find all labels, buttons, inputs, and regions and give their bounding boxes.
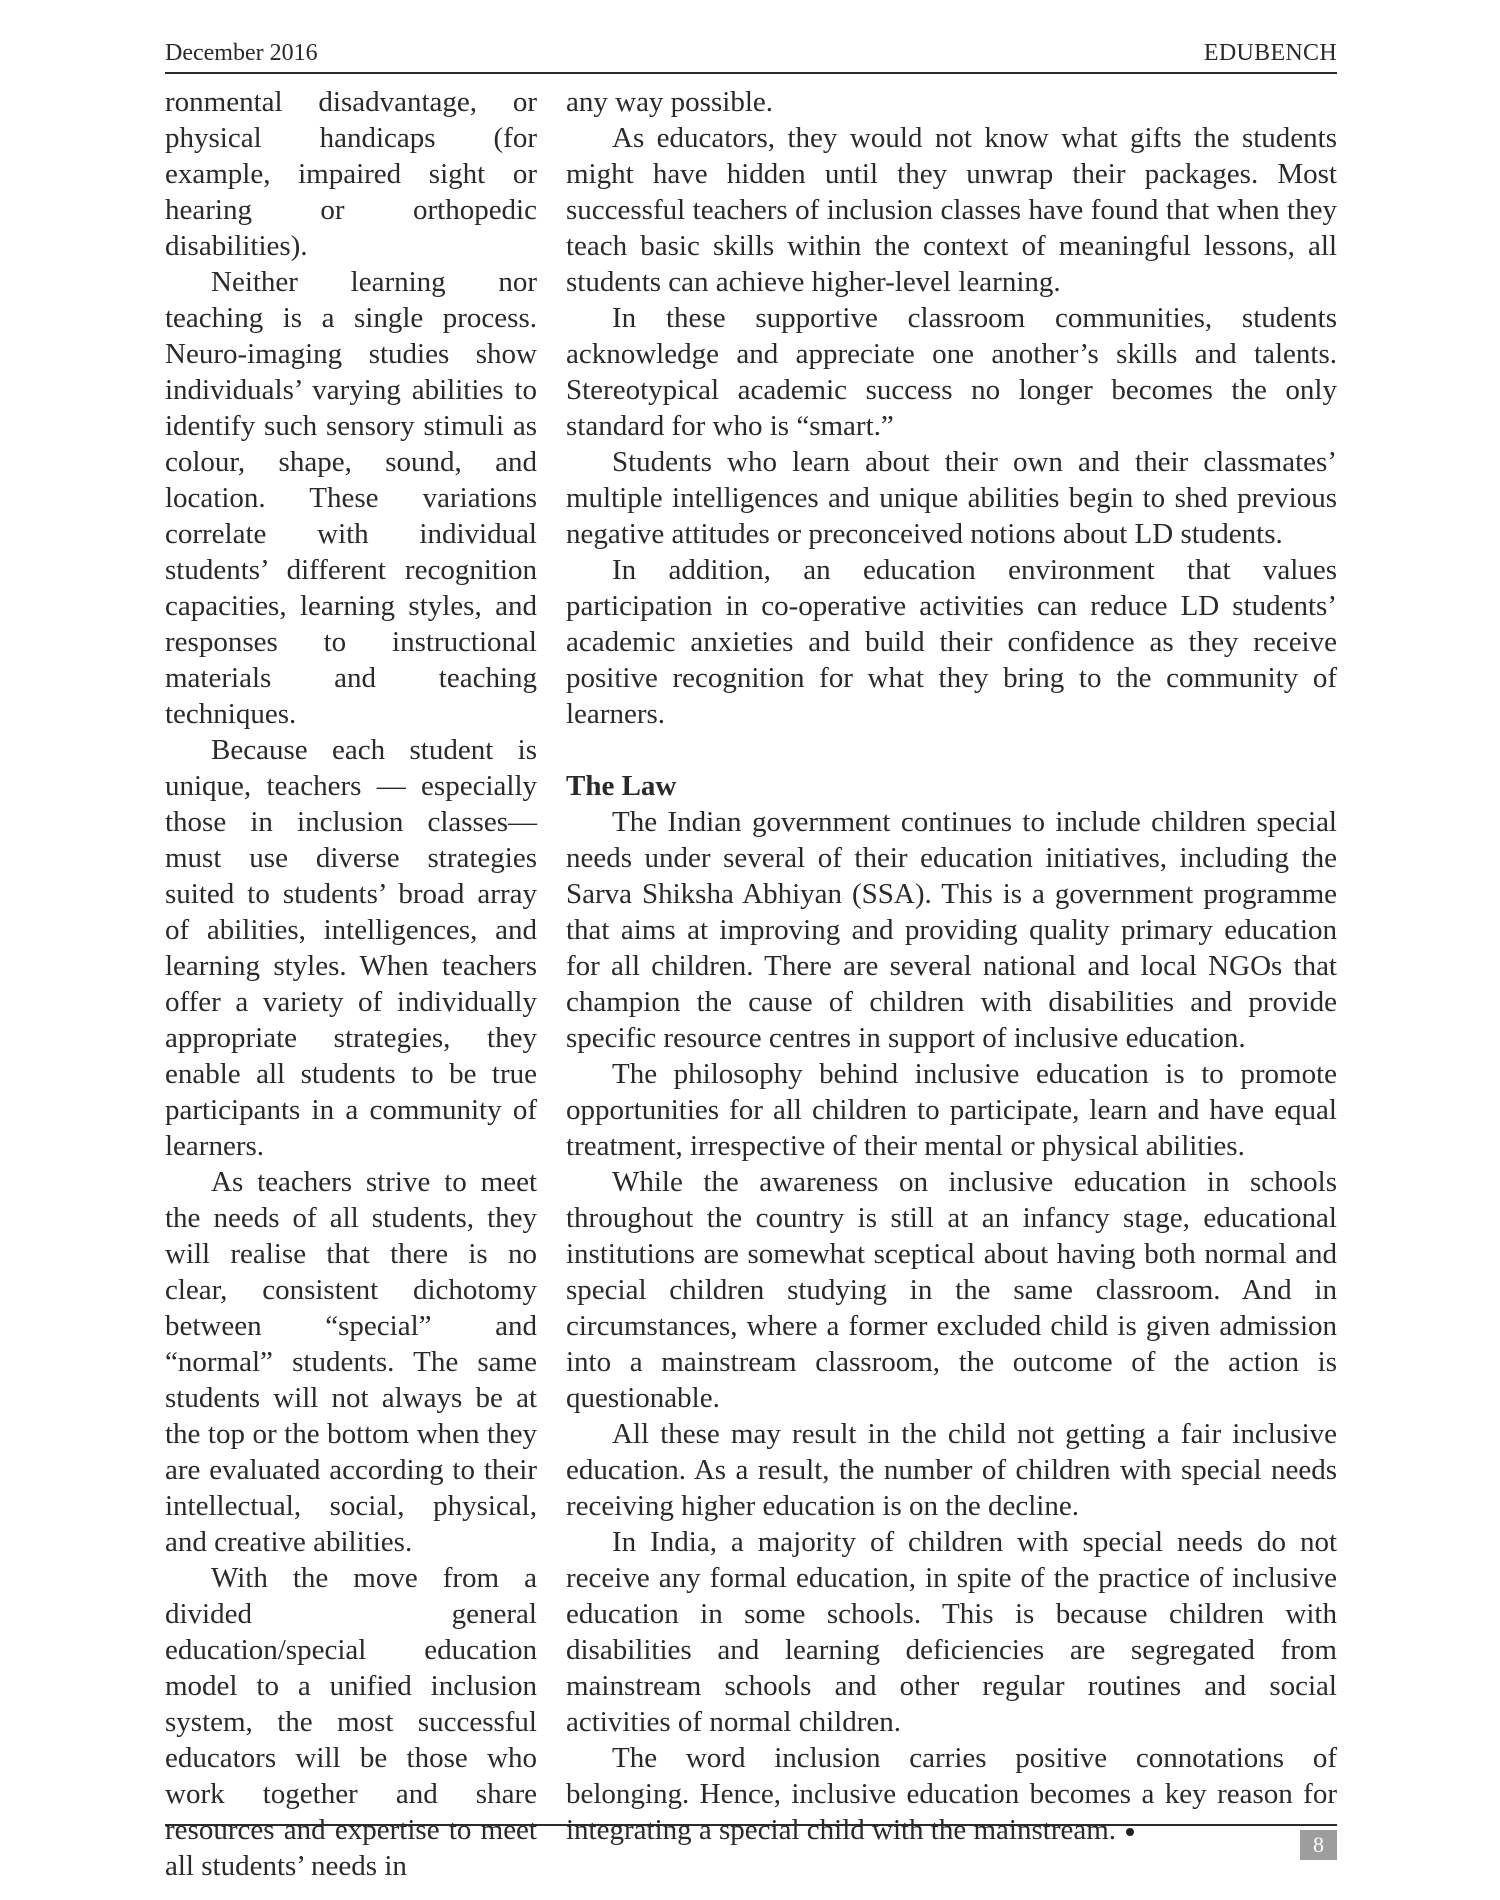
publication-name: EDUBENCH (1203, 40, 1337, 66)
section-heading-the-law: The Law (566, 770, 677, 802)
paragraph: In addition, an education environment that values participation in co-operative activities can reduce LD students’ academic anxieties and build their confidence as they receive positive recognition for what they bring to the community of learners. (566, 554, 1337, 730)
paragraph: In these supportive classroom communities, students acknowledge and appreciate one another’s skills and talents. Stereotypical academic success no longer becomes the only standard for who is “smart.” (566, 302, 1337, 442)
paragraph: Students who learn about their own and their classmates’ multiple intelligences and unique abilities begin to shed previous negative attitudes or preconceived notions about LD students. (566, 446, 1337, 550)
paragraph: Because each student is unique, teachers — especially those in inclusion classes— must use diverse strategies suited to students’ broad array of abilities, intelligences, and learning styles. When teachers offer a variety of individually appropriate strategies, they enable all students to be true participants in a community of learners. (165, 734, 537, 1162)
page-header (165, 38, 1337, 74)
end-mark-icon (1126, 1828, 1134, 1836)
paragraph: The philosophy behind inclusive education is to promote opportunities for all children to participate, learn and have equal treatment, irrespective of their mental or physical abilities. (566, 1058, 1337, 1162)
final-paragraph (566, 1740, 1337, 1848)
footer-rule (165, 1824, 1337, 1826)
paragraph-text: The word inclusion carries positive connotations of belonging. Hence, inclusive education becomes a key reason for integrating a special child with the mainstream. (566, 1742, 1337, 1846)
paragraph: The Indian government continues to include children special needs under several of their education initiatives, including the Sarva Shiksha Abhiyan (SSA). This is a government programme that aims at improving and providing quality primary education for all children. There are several national and local NGOs that champion the cause of children with disabilities and provide specific resource centres in support of inclusive education. (566, 806, 1337, 1054)
paragraph: As educators, they would not know what gifts the students might have hidden until they unwrap their packages. Most successful teachers of inclusion classes have found that when they teach basic skills within the context of meaningful lessons, all students can achieve higher-level learning. (566, 122, 1337, 298)
issue-date: December 2016 (165, 40, 318, 66)
paragraph: In India, a majority of children with special needs do not receive any formal education, in spite of the practice of inclusive education in some schools. This is because children with disabilities and learning deficiencies are segregated from mainstream schools and other regular routines and social activities of normal children. (566, 1526, 1337, 1738)
left-column (165, 84, 537, 1884)
paragraph: ronmental disadvantage, or physical handicaps (for example, impaired sight or hearing or orthopedic disabilities). (165, 86, 537, 262)
paragraph: As teachers strive to meet the needs of all students, they will realise that there is no clear, consistent dichotomy between “special” and “normal” students. The same students will not always be at the top or the bottom when they are evaluated according to their intellectual, social, physical, and creative abilities. (165, 1166, 537, 1558)
paragraph: While the awareness on inclusive education in schools throughout the country is still at an infancy stage, educational institutions are somewhat sceptical about having both normal and special children studying in the same classroom. And in circumstances, where a former excluded child is given admission into a mainstream classroom, the outcome of the action is questionable. (566, 1166, 1337, 1414)
paragraph: With the move from a divided general education/special education model to a unified inclusion system, the most successful educators will be those who work together and share resources and expertise to meet all students’ needs in (165, 1562, 537, 1882)
paragraph: any way possible. (566, 86, 773, 118)
right-column (566, 84, 1337, 1848)
paragraph: All these may result in the child not getting a fair inclusive education. As a result, the number of children with special needs receiving higher education is on the decline. (566, 1418, 1337, 1522)
paragraph: Neither learning nor teaching is a single process. Neuro-imaging studies show individuals’ varying abilities to identify such sensory stimuli as colour, shape, sound, and location. These variations correlate with individual students’ different recognition capacities, learning styles, and responses to instructional materials and teaching techniques. (165, 266, 537, 730)
page-number: 8 (1300, 1830, 1337, 1860)
